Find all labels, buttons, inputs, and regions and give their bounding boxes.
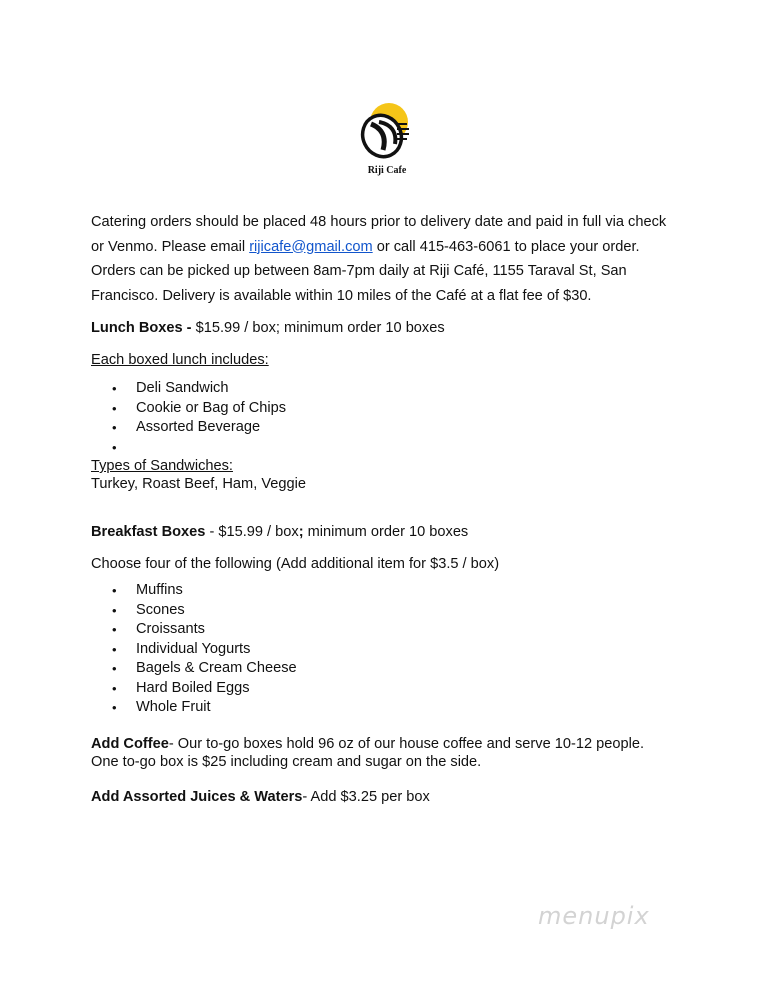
intro-paragraph xyxy=(91,210,681,308)
intro-text-2: or call 415-463-6061 to place your order. Orders can be picked up between 8am-7pm daily at Riji Café, 1155 Taraval St, San Francisco. Delivery is available within 10 miles of the Café at a flat fee of $30. xyxy=(91,238,640,304)
coffee-bean-logo-icon xyxy=(357,102,417,164)
lunch-includes-label xyxy=(91,349,681,371)
list-item: • Cookie or Bag of Chips xyxy=(91,399,681,419)
list-item xyxy=(91,438,681,458)
email-link[interactable]: rijicafe@gmail.com xyxy=(249,238,373,255)
breakfast-boxes-heading xyxy=(91,521,681,543)
sandwich-types-heading: Types of Sandwiches: xyxy=(91,458,233,474)
coffee-text: - Our to-go boxes hold 96 oz of our house coffee and serve 10-12 people. xyxy=(168,735,644,752)
lunch-items-list xyxy=(91,379,681,457)
logo-caption: Riji Cafe xyxy=(367,165,407,176)
add-coffee-line-2: One to-go box is $25 including cream and sugar on the side. xyxy=(91,753,482,770)
riji-cafe-logo xyxy=(352,102,422,182)
breakfast-title: Breakfast Boxes xyxy=(91,524,206,540)
coffee-title: Add Coffee xyxy=(91,735,169,752)
lunch-boxes-heading xyxy=(91,317,681,339)
menupix-watermark: menupix xyxy=(538,902,650,930)
list-item: • Assorted Beverage xyxy=(91,418,681,438)
menu-content xyxy=(91,210,681,806)
breakfast-choose-text: Choose four of the following (Add additional item for $3.5 / box) xyxy=(91,556,500,572)
lunch-title: Lunch Boxes - xyxy=(91,320,192,336)
add-juices-line xyxy=(91,788,681,806)
intro-text-1: Catering orders should be placed 48 hours prior to delivery date and paid in full via check or Venmo. Please email xyxy=(91,214,667,255)
list-item: • Deli Sandwich xyxy=(91,379,681,399)
sandwich-types: Turkey, Roast Beef, Ham, Veggie xyxy=(91,476,306,492)
list-item: • Hard Boiled Eggs xyxy=(91,679,681,699)
list-item: • Whole Fruit xyxy=(91,698,681,718)
add-coffee-line-1 xyxy=(91,735,681,753)
list-item: • Individual Yogurts xyxy=(91,640,681,660)
sandwich-types-label xyxy=(91,457,681,475)
breakfast-price: - $15.99 / box xyxy=(205,524,299,540)
breakfast-semicolon: ; xyxy=(298,524,304,540)
juices-text: - Add $3.25 per box xyxy=(302,788,430,805)
list-item: • Bagels & Cream Cheese xyxy=(91,659,681,679)
lunch-includes-text: Each boxed lunch includes: xyxy=(91,352,269,368)
list-item: • Croissants xyxy=(91,620,681,640)
list-item: • Scones xyxy=(91,601,681,621)
list-item: • Muffins xyxy=(91,581,681,601)
lunch-price: $15.99 / box; minimum order 10 boxes xyxy=(191,320,445,336)
breakfast-minimum: minimum order 10 boxes xyxy=(303,524,469,540)
breakfast-items-list xyxy=(91,581,681,718)
juices-title: Add Assorted Juices & Waters xyxy=(91,788,303,805)
